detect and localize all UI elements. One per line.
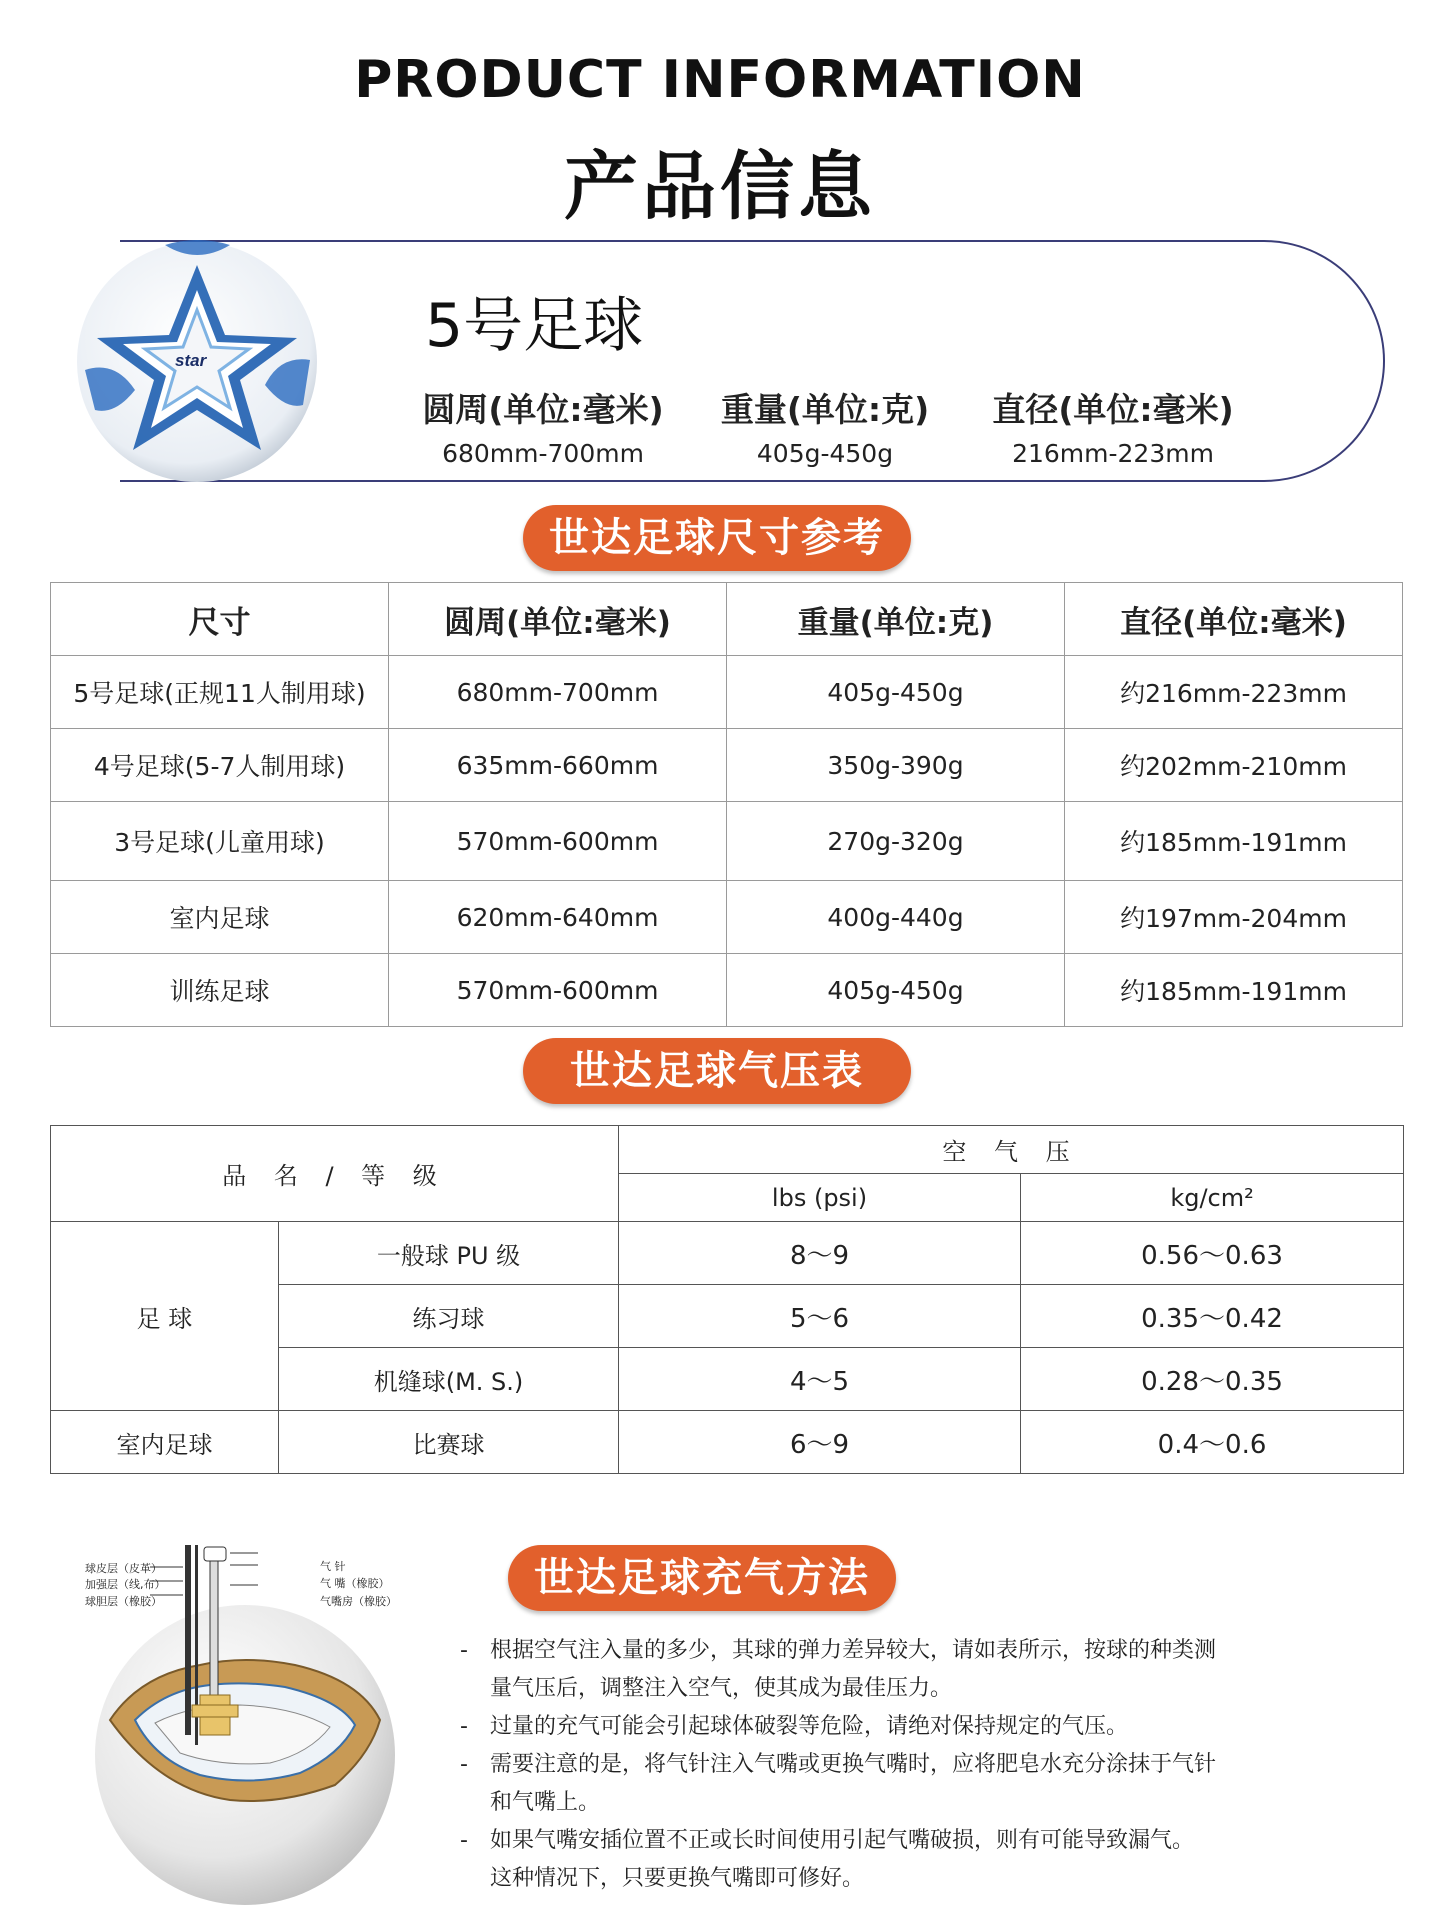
page-title-en: PRODUCT INFORMATION [354, 50, 1086, 110]
table-header-row [51, 1126, 1404, 1174]
column-header: 重量(单位:克) [727, 583, 1065, 656]
grade-cell: 一般球 PU 级 [279, 1222, 619, 1285]
note-item [460, 1708, 1220, 1746]
column-header: 直径(单位:毫米) [1065, 583, 1403, 656]
note-item [460, 1746, 1220, 1822]
table-cell: 405g-450g [727, 656, 1065, 729]
pressure-table [50, 1125, 1404, 1474]
table-cell: 405g-450g [727, 954, 1065, 1027]
table-cell: 3号足球(儿童用球) [51, 802, 389, 881]
air-pressure-header: 空 气 压 [619, 1126, 1404, 1174]
table-cell: 约197mm-204mm [1065, 881, 1403, 954]
grade-cell: 机缝球(M. S.) [279, 1348, 619, 1411]
spec-value: 405g-450g [756, 439, 894, 468]
psi-cell: 5～6 [619, 1285, 1021, 1348]
table-row [51, 656, 1403, 729]
table-cell: 400g-440g [727, 881, 1065, 954]
note-text: 如果气嘴安插位置不正或长时间使用引起气嘴破损，则有可能导致漏气。 这种情况下，只要更换气嘴即可修好。 [490, 1828, 1195, 1891]
pressure-section-heading: 世达足球气压表 [523, 1038, 911, 1104]
table-cell: 570mm-600mm [389, 954, 727, 1027]
diagram-label: 加强层（线,布） [85, 1578, 166, 1591]
note-text: 根据空气注入量的多少，其球的弹力差异较大，请如表所示，按球的种类测量气压后，调整注入空气，使其成为最佳压力。 [490, 1638, 1217, 1701]
note-dash: - [460, 1638, 468, 1663]
table-cell: 635mm-660mm [389, 729, 727, 802]
note-dash: - [460, 1828, 468, 1853]
diagram-label: 气 嘴（橡胶） [320, 1577, 390, 1590]
kg-cell: 0.56～0.63 [1021, 1222, 1404, 1285]
spec-weight [690, 384, 960, 468]
table-cell: 约216mm-223mm [1065, 656, 1403, 729]
kg-cell: 0.28～0.35 [1021, 1348, 1404, 1411]
football-image [75, 240, 320, 485]
column-header: 圆周(单位:毫米) [389, 583, 727, 656]
psi-cell: 8～9 [619, 1222, 1021, 1285]
grade-cell: 比赛球 [279, 1411, 619, 1474]
table-header-row [51, 583, 1403, 656]
note-item [460, 1822, 1220, 1898]
table-row [51, 881, 1403, 954]
spec-circumference [408, 384, 678, 468]
table-row [51, 802, 1403, 881]
kg-cell: 0.35～0.42 [1021, 1285, 1404, 1348]
diagram-label: 球皮层（皮革） [85, 1562, 162, 1575]
note-dash: - [460, 1714, 468, 1739]
kg-cell: 0.4～0.6 [1021, 1411, 1404, 1474]
page-title-cn: 产品信息 [564, 144, 876, 230]
unit-kg-header: kg/cm² [1021, 1174, 1404, 1222]
size-table [50, 582, 1403, 1027]
psi-cell: 6～9 [619, 1411, 1021, 1474]
spec-label: 重量(单位:克) [720, 390, 930, 429]
inflation-section-heading: 世达足球充气方法 [508, 1545, 896, 1611]
spec-diameter [978, 384, 1248, 468]
table-cell: 约185mm-191mm [1065, 802, 1403, 881]
table-row [51, 1222, 1404, 1285]
column-header: 尺寸 [51, 583, 389, 656]
diagram-label: 气 针 [320, 1560, 346, 1573]
unit-psi-header: lbs (psi) [619, 1174, 1021, 1222]
note-dash: - [460, 1752, 468, 1777]
spec-label: 圆周(单位:毫米) [422, 390, 664, 429]
table-cell: 室内足球 [51, 881, 389, 954]
diagram-label: 球胆层（橡胶） [85, 1595, 162, 1608]
spec-value: 680mm-700mm [442, 439, 644, 468]
note-text: 过量的充气可能会引起球体破裂等危险，请绝对保持规定的气压。 [490, 1714, 1129, 1739]
product-name: 5号足球 [425, 291, 644, 361]
table-cell: 约202mm-210mm [1065, 729, 1403, 802]
table-cell: 4号足球(5-7人制用球) [51, 729, 389, 802]
table-cell: 5号足球(正规11人制用球) [51, 656, 389, 729]
diagram-label: 气嘴房（橡胶） [320, 1595, 397, 1608]
grade-cell: 练习球 [279, 1285, 619, 1348]
group-football: 足 球 [51, 1222, 279, 1411]
table-cell: 训练足球 [51, 954, 389, 1027]
table-row [51, 954, 1403, 1027]
name-grade-header: 品 名 / 等 级 [51, 1126, 619, 1222]
table-row [51, 1411, 1404, 1474]
note-text: 需要注意的是，将气针注入气嘴或更换气嘴时，应将肥皂水充分涂抹于气针和气嘴上。 [490, 1752, 1217, 1815]
inflation-notes [460, 1632, 1220, 1898]
spec-value: 216mm-223mm [1012, 439, 1214, 468]
table-cell: 约185mm-191mm [1065, 954, 1403, 1027]
ball-brand-text: star [175, 351, 207, 370]
table-row [51, 729, 1403, 802]
table-cell: 620mm-640mm [389, 881, 727, 954]
note-item [460, 1632, 1220, 1708]
spec-label: 直径(单位:毫米) [992, 390, 1234, 429]
table-cell: 270g-320g [727, 802, 1065, 881]
group-indoor: 室内足球 [51, 1411, 279, 1474]
psi-cell: 4～5 [619, 1348, 1021, 1411]
size-section-heading: 世达足球尺寸参考 [523, 505, 911, 571]
table-cell: 570mm-600mm [389, 802, 727, 881]
table-cell: 680mm-700mm [389, 656, 727, 729]
table-cell: 350g-390g [727, 729, 1065, 802]
